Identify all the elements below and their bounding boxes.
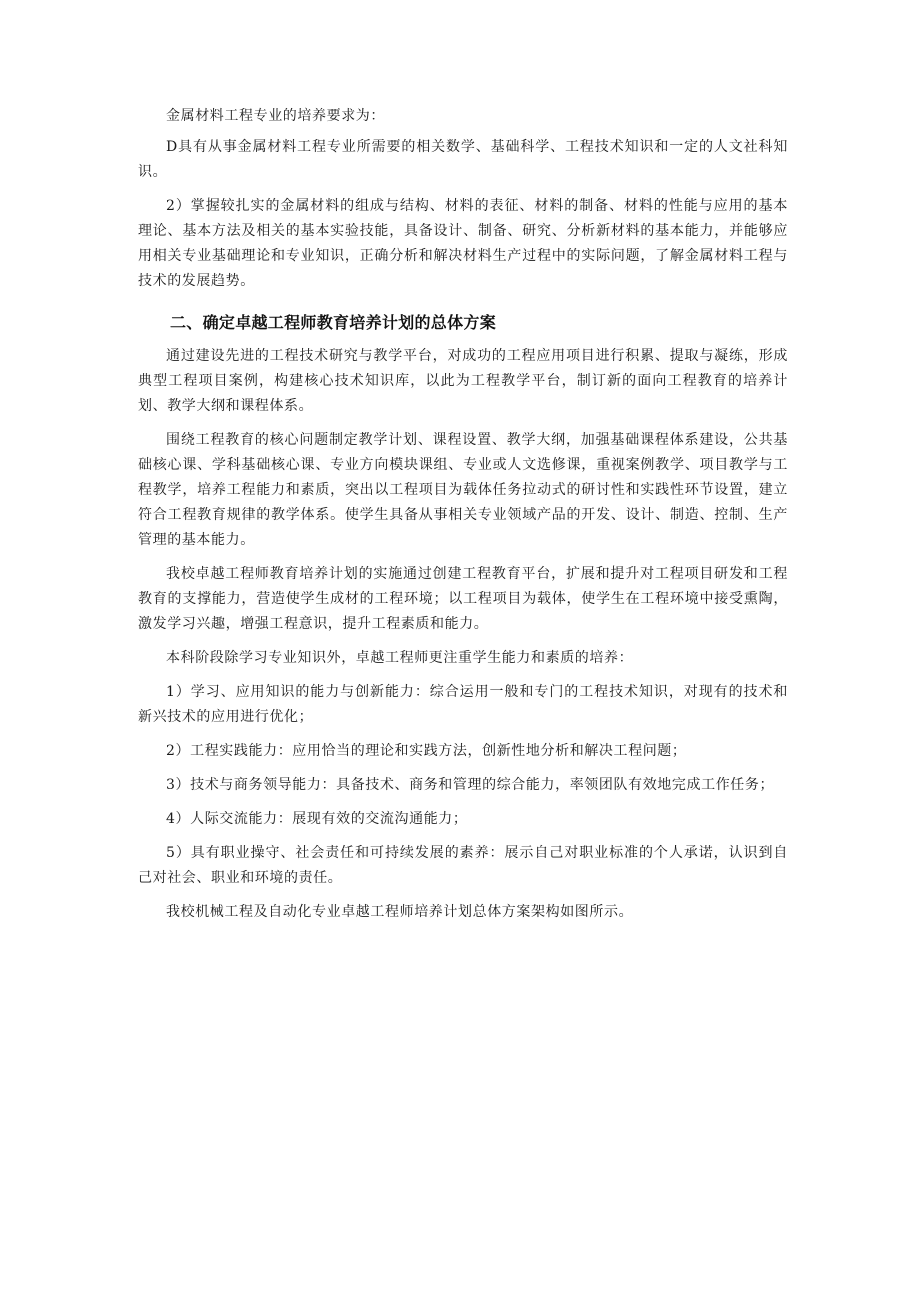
document-page [138,104,788,925]
body-paragraph-3: 我校卓越工程师教育培养计划的实施通过创建工程教育平台，扩展和提升对工程项目研发和工程教育的支撑能力，营造使学生成材的工程环境；以工程项目为载体，使学生在工程环境中接受熏陶，激发学习兴趣，增强工程意识，提升工程素质和能力。 [138,566,788,632]
requirement-1: D具有从事金属材料工程专业所需要的相关数学、基础科学、工程技术知识和一定的人文社科知识。 [138,139,788,180]
body-paragraph-1: 通过建设先进的工程技术研究与教学平台，对成功的工程应用项目进行积累、提取与凝练，形成典型工程项目案例，构建核心技术知识库，以此为工程教学平台，制订新的面向工程教育的培养计划、教学大纲和课程体系。 [138,348,788,414]
ability-item-4: 4）人际交流能力：展现有效的交流沟通能力； [166,811,468,827]
ability-item-3: 3）技术与商务领导能力：具备技术、商务和管理的综合能力，率领团队有效地完成工作任务； [166,777,775,793]
body-paragraph-4: 本科阶段除学习专业知识外，卓越工程师更注重学生能力和素质的培养： [166,650,634,666]
section-heading: 二、确定卓越工程师教育培养计划的总体方案 [170,313,497,332]
ability-item-2: 2）工程实践能力：应用恰当的理论和实践方法，创新性地分析和解决工程问题； [166,743,687,759]
requirement-2: 2）掌握较扎实的金属材料的组成与结构、材料的表征、材料的制备、材料的性能与应用的基本理论、基本方法及相关的基本实验技能，具备设计、制备、研究、分析新材料的基本能力，并能够应用相关专业基础理论和专业知识，正确分析和解决材料生产过程中的实际问题，了解金属材料工程与技术的发展趋势。 [138,198,788,289]
closing-paragraph: 我校机械工程及自动化专业卓越工程师培养计划总体方案架构如图所示。 [166,904,634,920]
ability-item-1: 1）学习、应用知识的能力与创新能力：综合运用一般和专门的工程技术知识，对现有的技术和新兴技术的应用进行优化； [138,684,788,725]
intro-paragraph: 金属材料工程专业的培养要求为： [166,108,385,124]
body-paragraph-2: 围绕工程教育的核心问题制定教学计划、课程设置、教学大纲，加强基础课程体系建设，公共基础核心课、学科基础核心课、专业方向模块课组、专业或人文选修课，重视案例教学、项目教学与工程教学，培养工程能力和素质，突出以工程项目为载体任务拉动式的研讨性和实践性环节设置，建立符合工程教育规律的教学体系。使学生具备从事相关专业领域产品的开发、设计、制造、控制、生产管理的基本能力。 [138,432,788,548]
ability-item-5: 5）具有职业操守、社会责任和可持续发展的素养：展示自己对职业标准的个人承诺，认识到自己对社会、职业和环境的责任。 [138,845,788,886]
